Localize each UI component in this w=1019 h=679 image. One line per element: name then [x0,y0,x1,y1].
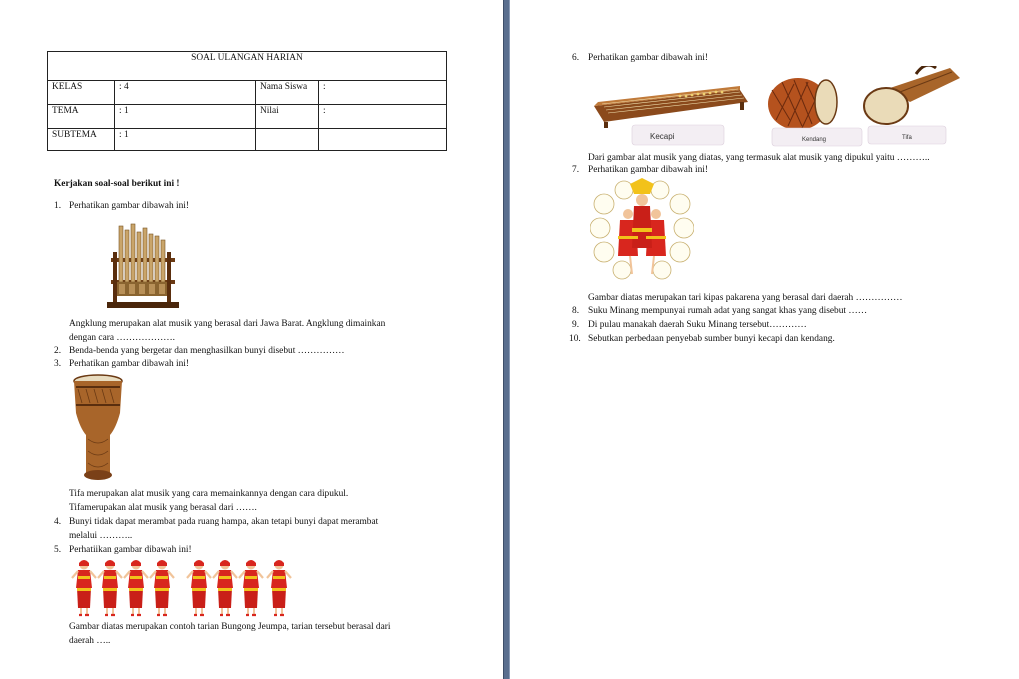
label-nama-siswa: Nama Siswa [256,81,319,105]
label-tema: TEMA [48,105,115,129]
q2-text: Benda-benda yang bergetar dan menghasilkan bunyi disebut …………… [69,346,345,356]
q10-text: Sebutkan perbedaan penyebab sumber bunyi kecapi dan kendang. [588,334,835,344]
q5-number: 5. [54,545,62,555]
q5-caption-line2: daerah ….. [69,636,111,646]
value-subtema: : 1 [115,129,256,151]
value-nilai: : [319,105,447,129]
q4-text-line1: Bunyi tidak dapat merambat pada ruang hampa, akan tetapi bunyi dapat merambat [69,517,379,527]
q6-number: 6. [572,53,580,63]
q3-caption-line2: Tifamerupakan alat musik yang berasal dari ……. [69,503,257,513]
q10-number: 10. [569,334,581,344]
q8-number: 8. [572,306,580,316]
value-nama-siswa: : [319,81,447,105]
label-tifa: Tifa [902,135,912,141]
label-kelas: KELAS [48,81,115,105]
value-tema: : 1 [115,105,256,129]
tifa-drum-image [70,373,126,485]
value-kelas: : 4 [115,81,256,105]
label-kecapi: Kecapi [650,132,675,141]
page-1 [0,0,503,679]
q9-text: Di pulau manakah daerah Suku Minang tersebut………… [588,320,807,330]
label-kendang: Kendang [802,137,827,143]
tari-kipas-image [590,178,694,282]
tifa-icon [864,66,960,124]
instruments-image [590,66,966,148]
header-table [47,51,447,151]
q4-number: 4. [54,517,62,527]
q7-number: 7. [572,165,580,175]
q7-caption: Gambar diatas merupakan tari kipas pakarena yang berasal dari daerah …………… [588,293,903,303]
instruction: Kerjakan soal-soal berikut ini ! [54,179,180,189]
bungong-jeumpa-dancers-image [70,556,296,618]
q3-number: 3. [54,359,62,369]
q8-text: Suku Minang mempunyai rumah adat yang sangat khas yang disebut …… [588,306,868,316]
q7-text: Perhatikan gambar dibawah ini! [588,165,709,175]
kendang-icon [768,78,837,130]
q6-text: Perhatikan gambar dibawah ini! [588,53,709,63]
q1-text: Perhatikan gambar dibawah ini! [69,201,190,211]
label-nilai: Nilai [256,105,319,129]
label-subtema: SUBTEMA [48,129,115,151]
q4-text-line2: melalui ……….. [69,531,133,541]
page-2 [510,0,1019,679]
q2-number: 2. [54,346,62,356]
q9-number: 9. [572,320,580,330]
q1-caption-line2: dengan cara ………………. [69,333,175,343]
q1-number: 1. [54,201,62,211]
q3-text: Perhatikan gambar dibawah ini! [69,359,190,369]
q3-caption-line1: Tifa merupakan alat musik yang cara memainkannya dengan cara dipukul. [69,489,349,499]
q5-caption-line1: Gambar diatas merupakan contoh tarian Bungong Jeumpa, tarian tersebut berasal dari [69,622,391,632]
q1-caption-line1: Angklung merupakan alat musik yang berasal dari Jawa Barat. Angklung dimainkan [69,319,386,329]
label-empty [256,129,319,151]
q5-text: Perhatiikan gambar dibawah ini! [69,545,192,555]
header-title: SOAL ULANGAN HARIAN [48,52,447,81]
page-divider [503,0,510,679]
angklung-image [103,222,181,312]
q6-caption: Dari gambar alat musik yang diatas, yang termasuk alat musik yang dipukul yaitu ……….. [588,153,930,163]
kecapi-icon [594,86,748,128]
value-empty [319,129,447,151]
